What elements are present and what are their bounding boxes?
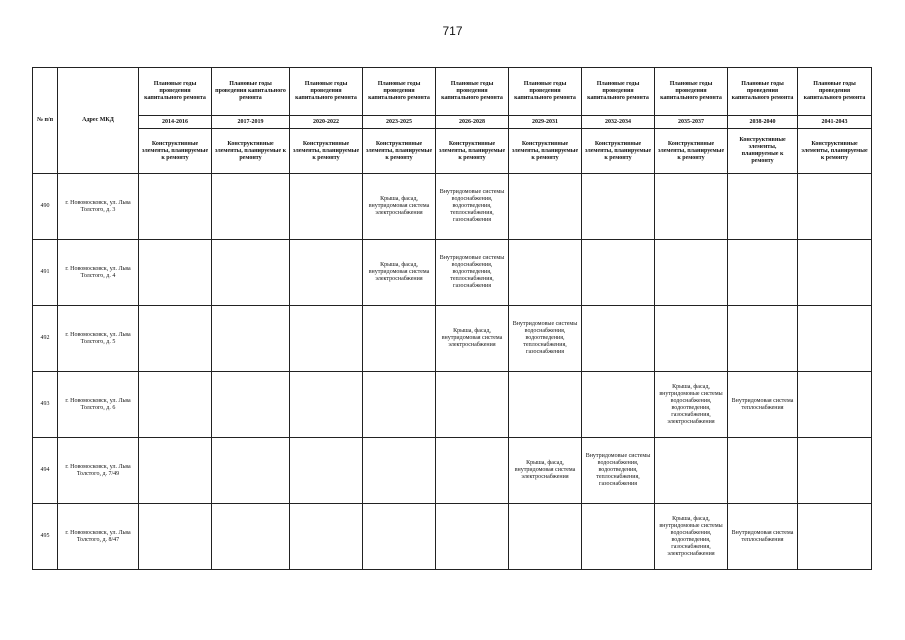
period-elements-header: Конструктивные элементы, планируемые к ремонту: [212, 129, 290, 174]
repair-elements-cell: [139, 372, 212, 438]
table-row: [33, 438, 872, 504]
number-column-header: № п/п: [33, 68, 58, 174]
repair-elements-cell: [290, 174, 363, 240]
repair-elements-cell: [436, 438, 509, 504]
period-years-header: Плановые годы проведения капитального ремонта: [582, 68, 655, 116]
row-number: 492: [33, 306, 58, 372]
repair-elements-cell: [290, 306, 363, 372]
period-elements-header: Конструктивные элементы, планируемые к ремонту: [363, 129, 436, 174]
row-address: г. Новомосковск, ул. Льва Толстого, д. 4: [58, 240, 139, 306]
period-elements-header: Конструктивные элементы, планируемые к ремонту: [509, 129, 582, 174]
repair-elements-cell: Внутридомовые системы водоснабжения, водоотведения, теплоснабжения, газоснабжения: [436, 174, 509, 240]
repair-elements-cell: [290, 504, 363, 570]
repair-elements-cell: Крыша, фасад, внутридомовая система электроснабжения: [363, 174, 436, 240]
address-column-header: Адрес МКД: [58, 68, 139, 174]
repair-elements-cell: [798, 504, 872, 570]
row-number: 491: [33, 240, 58, 306]
table-row: [33, 240, 872, 306]
period-years-range: 2017-2019: [212, 116, 290, 129]
repair-elements-cell: [509, 240, 582, 306]
repair-elements-cell: Крыша, фасад, внутридомовая система электроснабжения: [509, 438, 582, 504]
repair-elements-cell: [436, 504, 509, 570]
repair-elements-cell: [139, 306, 212, 372]
repair-elements-cell: [212, 372, 290, 438]
repair-elements-cell: [212, 240, 290, 306]
repair-elements-cell: [290, 438, 363, 504]
repair-elements-cell: [582, 306, 655, 372]
period-years-header: Плановые годы проведения капитального ремонта: [212, 68, 290, 116]
repair-elements-cell: [728, 240, 798, 306]
repair-elements-cell: Крыша, фасад, внутридомовые системы водоснабжения, водоотведения, газоснабжения, электроснабжения: [655, 372, 728, 438]
period-elements-header: Конструктивные элементы, планируемые к ремонту: [655, 129, 728, 174]
period-years-header: Плановые годы проведения капитального ремонта: [509, 68, 582, 116]
row-number: 493: [33, 372, 58, 438]
repair-elements-cell: [212, 174, 290, 240]
capital-repair-table: [32, 67, 872, 570]
period-years-range: 2023-2025: [363, 116, 436, 129]
period-years-range: 2014-2016: [139, 116, 212, 129]
row-number: 495: [33, 504, 58, 570]
table-row: [33, 306, 872, 372]
repair-elements-cell: [798, 240, 872, 306]
repair-elements-cell: Внутридомовая система теплоснабжения: [728, 372, 798, 438]
row-address: г. Новомосковск, ул. Льва Толстого, д. 5: [58, 306, 139, 372]
row-number: 494: [33, 438, 58, 504]
repair-elements-cell: [363, 306, 436, 372]
repair-elements-cell: [290, 240, 363, 306]
repair-elements-cell: Внутридомовая система теплоснабжения: [728, 504, 798, 570]
repair-elements-cell: [509, 372, 582, 438]
repair-elements-cell: [212, 438, 290, 504]
repair-elements-cell: [139, 240, 212, 306]
period-elements-header: Конструктивные элементы, планируемые к ремонту: [290, 129, 363, 174]
row-address: г. Новомосковск, ул. Льва Толстого, д. 8/47: [58, 504, 139, 570]
repair-elements-cell: [728, 306, 798, 372]
period-years-range: 2020-2022: [290, 116, 363, 129]
repair-elements-cell: [798, 438, 872, 504]
repair-elements-cell: [139, 504, 212, 570]
repair-elements-cell: [582, 240, 655, 306]
repair-elements-cell: Крыша, фасад, внутридомовая система электроснабжения: [363, 240, 436, 306]
period-years-header: Плановые годы проведения капитального ремонта: [436, 68, 509, 116]
repair-elements-cell: [509, 504, 582, 570]
page-number: 717: [442, 24, 463, 38]
repair-elements-cell: Внутридомовые системы водоснабжения, водоотведения, теплоснабжения, газоснабжения: [436, 240, 509, 306]
row-address: г. Новомосковск, ул. Льва Толстого, д. 3: [58, 174, 139, 240]
repair-elements-cell: Внутридомовые системы водоснабжения, водоотведения, теплоснабжения, газоснабжения: [582, 438, 655, 504]
period-years-range: 2026-2028: [436, 116, 509, 129]
period-elements-header: Конструктивные элементы, планируемые к ремонту: [798, 129, 872, 174]
repair-elements-cell: [582, 372, 655, 438]
repair-elements-cell: [139, 174, 212, 240]
period-years-header: Плановые годы проведения капитального ремонта: [363, 68, 436, 116]
table-row: [33, 504, 872, 570]
repair-elements-cell: [582, 504, 655, 570]
repair-elements-cell: [798, 306, 872, 372]
period-elements-header: Конструктивные элементы, планируемые к ремонту: [728, 129, 798, 174]
period-years-range: 2038-2040: [728, 116, 798, 129]
repair-elements-cell: [509, 174, 582, 240]
repair-elements-cell: [655, 240, 728, 306]
repair-elements-cell: Крыша, фасад, внутридомовые системы водоснабжения, водоотведения, газоснабжения, электроснабжения: [655, 504, 728, 570]
period-elements-header: Конструктивные элементы, планируемые к ремонту: [139, 129, 212, 174]
repair-elements-cell: [582, 174, 655, 240]
table-row: [33, 174, 872, 240]
repair-elements-cell: [655, 174, 728, 240]
period-years-header: Плановые годы проведения капитального ремонта: [290, 68, 363, 116]
repair-elements-cell: [728, 174, 798, 240]
repair-elements-cell: [655, 438, 728, 504]
repair-elements-cell: [728, 438, 798, 504]
repair-elements-cell: [139, 438, 212, 504]
period-years-header: Плановые годы проведения капитального ремонта: [728, 68, 798, 116]
period-years-range: 2029-2031: [509, 116, 582, 129]
period-years-range: 2041-2043: [798, 116, 872, 129]
row-address: г. Новомосковск, ул. Льва Толстого, д. 7/49: [58, 438, 139, 504]
period-years-header: Плановые годы проведения капитального ремонта: [655, 68, 728, 116]
repair-elements-cell: Крыша, фасад, внутридомовая система электроснабжения: [436, 306, 509, 372]
period-years-header: Плановые годы проведения капитального ремонта: [798, 68, 872, 116]
repair-elements-cell: [212, 306, 290, 372]
repair-elements-cell: Внутридомовые системы водоснабжения, водоотведения, теплоснабжения, газоснабжения: [509, 306, 582, 372]
period-years-range: 2032-2034: [582, 116, 655, 129]
repair-elements-cell: [363, 372, 436, 438]
repair-elements-cell: [655, 306, 728, 372]
row-number: 490: [33, 174, 58, 240]
period-years-header: Плановые годы проведения капитального ремонта: [139, 68, 212, 116]
period-years-range: 2035-2037: [655, 116, 728, 129]
table-row: [33, 372, 872, 438]
repair-elements-cell: [363, 438, 436, 504]
period-elements-header: Конструктивные элементы, планируемые к ремонту: [582, 129, 655, 174]
period-elements-header: Конструктивные элементы, планируемые к ремонту: [436, 129, 509, 174]
repair-elements-cell: [436, 372, 509, 438]
repair-elements-cell: [290, 372, 363, 438]
repair-elements-cell: [363, 504, 436, 570]
repair-elements-cell: [798, 372, 872, 438]
repair-elements-cell: [798, 174, 872, 240]
row-address: г. Новомосковск, ул. Льва Толстого, д. 6: [58, 372, 139, 438]
repair-elements-cell: [212, 504, 290, 570]
